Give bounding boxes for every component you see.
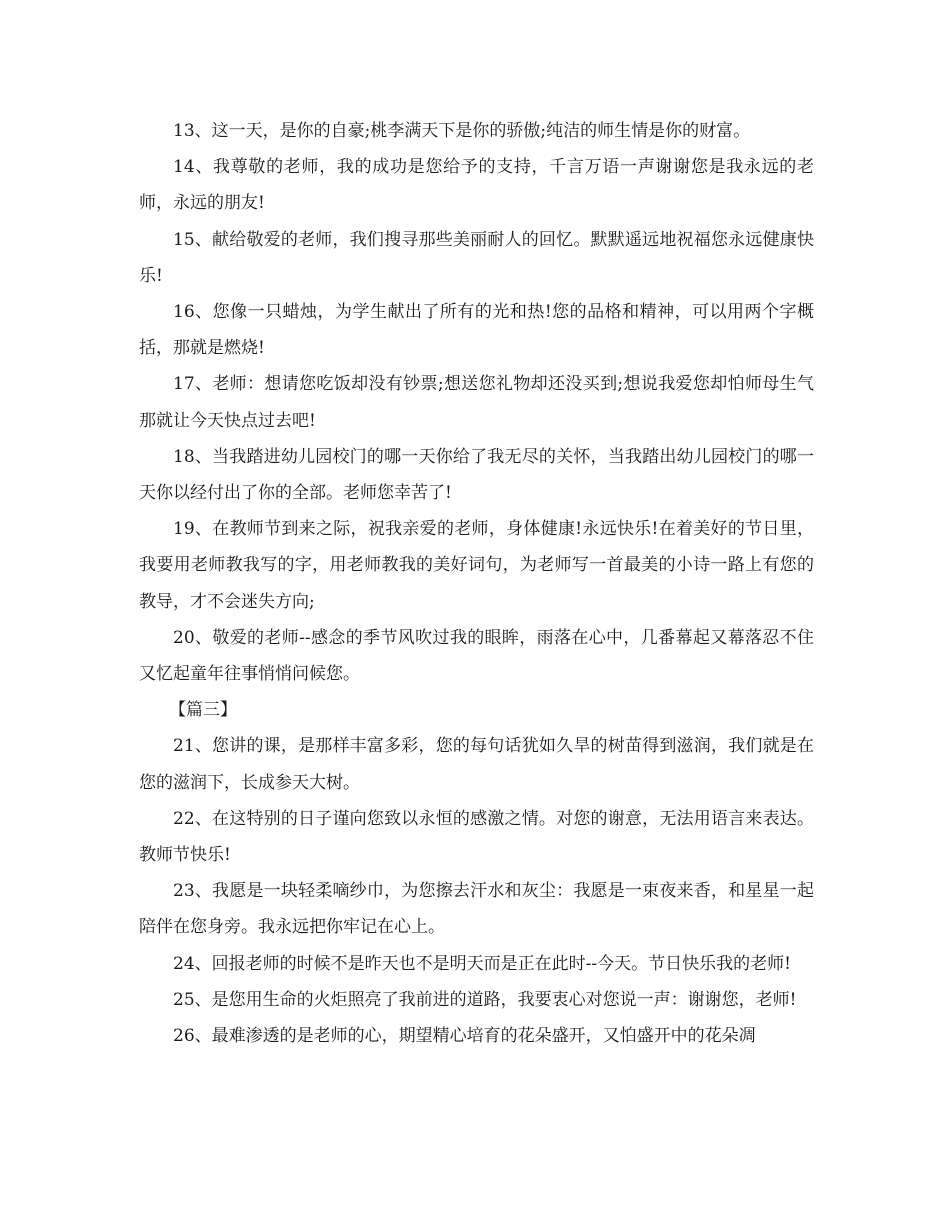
paragraph-21: 21、您讲的课，是那样丰富多彩，您的每句话犹如久旱的树苗得到滋润，我们就是在您的滋润下，长成参天大树。 [139, 736, 814, 793]
paragraph-13: 13、这一天，是你的自豪;桃李满天下是你的骄傲;纯洁的师生情是你的财富。 [173, 121, 751, 141]
document-body [139, 113, 814, 1054]
paragraph-14: 14、我尊敬的老师，我的成功是您给予的支持，千言万语一声谢谢您是我永远的老师，永远的朋友! [139, 157, 814, 214]
paragraph-18: 18、当我踏进幼儿园校门的哪一天你给了我无尽的关怀，当我踏出幼儿园校门的哪一天你以经付出了你的全部。老师您幸苦了! [139, 446, 814, 504]
paragraph-19: 19、在教师节到来之际，祝我亲爱的老师，身体健康!永远快乐!在着美好的节日里，我要用老师教我写的字，用老师教我的美好词句，为老师写一首最美的小诗一路上有您的教导，才不会迷失方向; [139, 519, 814, 612]
paragraph-22: 22、在这特别的日子谨向您致以永恒的感激之情。对您的谢意，无法用语言来表达。教师节快乐! [139, 808, 814, 866]
paragraph-25: 25、是您用生命的火炬照亮了我前进的道路，我要衷心对您说一声：谢谢您，老师! [173, 989, 797, 1010]
paragraph-23: 23、我愿是一块轻柔嘀纱巾，为您擦去汗水和灰尘：我愿是一束夜来香，和星星一起陪伴在您身旁。我永远把你牢记在心上。 [139, 881, 814, 938]
paragraph-20: 20、敬爱的老师--感念的季节风吹过我的眼眸，雨落在心中，几番幕起又幕落忍不住又忆起童年往事悄悄问候您。 [139, 627, 814, 685]
paragraph-26: 26、最难渗透的是老师的心，期望精心培育的花朵盛开，又怕盛开中的花朵凋 [173, 1026, 756, 1047]
paragraph-15: 15、献给敬爱的老师，我们搜寻那些美丽耐人的回忆。默默遥远地祝福您永远健康快乐! [139, 229, 814, 286]
section-heading: 【篇三】 [169, 700, 237, 721]
paragraph-17: 17、老师：想请您吃饭却没有钞票;想送您礼物却还没买到;想说我爱您却怕师母生气那就让今天快点过去吧! [139, 374, 814, 431]
paragraph-24: 24、回报老师的时候不是昨天也不是明天而是正在此时--今天。节日快乐我的老师! [173, 953, 791, 974]
paragraph-16: 16、您像一只蜡烛，为学生献出了所有的光和热!您的品格和精神，可以用两个字概括，那就是燃烧! [139, 302, 814, 359]
